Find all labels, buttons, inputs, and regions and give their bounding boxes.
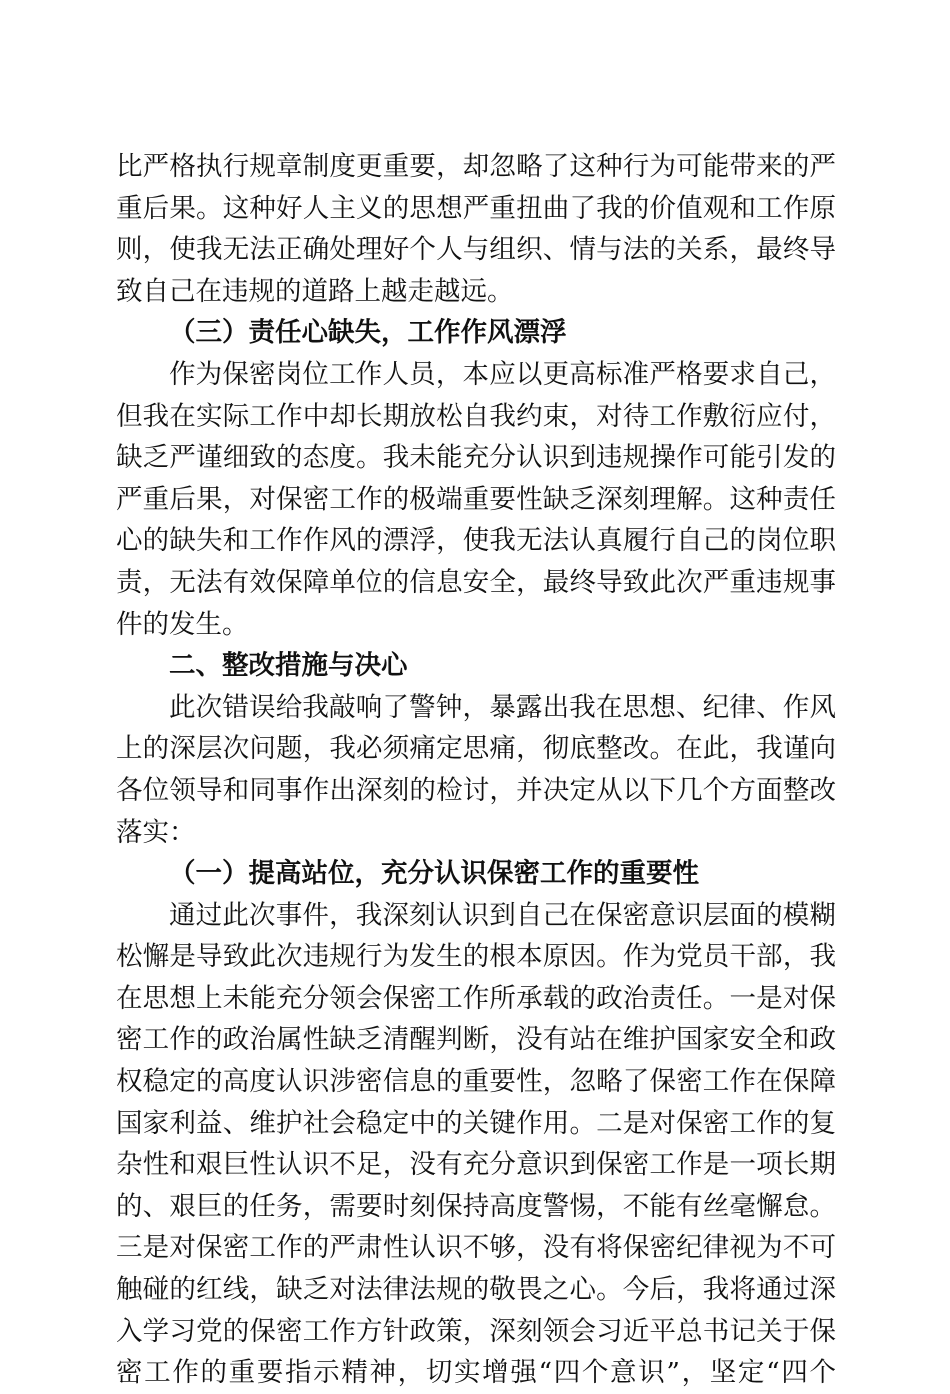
text-line: 三是对保密工作的严肃性认识不够，没有将保密纪律视为不可	[116, 1232, 836, 1264]
text-line: 缺乏严谨细致的态度。我未能充分认识到违规操作可能引发的	[116, 442, 836, 474]
text-line: 落实：	[116, 816, 196, 848]
text-line: 重后果。这种好人主义的思想严重扭曲了我的价值观和工作原	[116, 192, 836, 224]
text-line: 心的缺失和工作作风的漂浮，使我无法认真履行自己的岗位职	[116, 525, 836, 557]
paragraph-awareness	[116, 895, 836, 1394]
text-line: 责，无法有效保障单位的信息安全，最终导致此次严重违规事	[116, 566, 836, 598]
subheading-3: （三）责任心缺失，工作作风漂浮	[169, 317, 567, 349]
document-body	[116, 146, 836, 1394]
text-line: 触碰的红线，缺乏对法律法规的敬畏之心。今后，我将通过深	[116, 1274, 836, 1306]
text-line: 权稳定的高度认识涉密信息的重要性，忽略了保密工作在保障	[116, 1066, 836, 1098]
text-line: 作为保密岗位工作人员，本应以更高标准严格要求自己，	[169, 358, 836, 390]
text-line: 严重后果，对保密工作的极端重要性缺乏深刻理解。这种责任	[116, 483, 836, 515]
text-line: 致自己在违规的道路上越走越远。	[116, 275, 514, 307]
text-line: 上的深层次问题，我必须痛定思痛，彻底整改。在此，我谨向	[116, 733, 836, 765]
text-line: 比严格执行规章制度更重要，却忽略了这种行为可能带来的严	[116, 151, 836, 182]
text-line: 杂性和艰巨性认识不足，没有充分意识到保密工作是一项长期	[116, 1149, 836, 1181]
paragraph-intro	[116, 687, 836, 853]
text-line: 密工作的政治属性缺乏清醒判断，没有站在维护国家安全和政	[116, 1024, 836, 1056]
text-line: 的、艰巨的任务，需要时刻保持高度警惕，不能有丝毫懈怠。	[116, 1190, 836, 1222]
subheading-1: （一）提高站位，充分认识保密工作的重要性	[169, 858, 699, 890]
text-line: 但我在实际工作中却长期放松自我约束，对待工作敷衍应付，	[116, 400, 836, 432]
text-line: 松懈是导致此次违规行为发生的根本原因。作为党员干部，我	[116, 941, 836, 973]
text-line: 在思想上未能充分领会保密工作所承载的政治责任。一是对保	[116, 982, 836, 1014]
text-line: 件的发生。	[116, 608, 249, 640]
text-line: 国家利益、维护社会稳定中的关键作用。二是对保密工作的复	[116, 1107, 836, 1139]
text-line: 则，使我无法正确处理好个人与组织、情与法的关系，最终导	[116, 234, 836, 266]
text-line: 密工作的重要指示精神，切实增强“四个意识”，坚定“四个	[116, 1357, 836, 1389]
section-heading-2: 二、整改措施与决心	[169, 650, 408, 682]
text-line: 此次错误给我敲响了警钟，暴露出我在思想、纪律、作风	[169, 691, 836, 723]
text-line: 通过此次事件，我深刻认识到自己在保密意识层面的模糊	[169, 899, 836, 931]
text-line: 各位领导和同事作出深刻的检讨，并决定从以下几个方面整改	[116, 774, 836, 806]
text-line: 入学习党的保密工作方针政策，深刻领会习近平总书记关于保	[116, 1315, 836, 1347]
paragraph-responsibility	[116, 354, 836, 645]
paragraph-continued	[116, 146, 836, 312]
